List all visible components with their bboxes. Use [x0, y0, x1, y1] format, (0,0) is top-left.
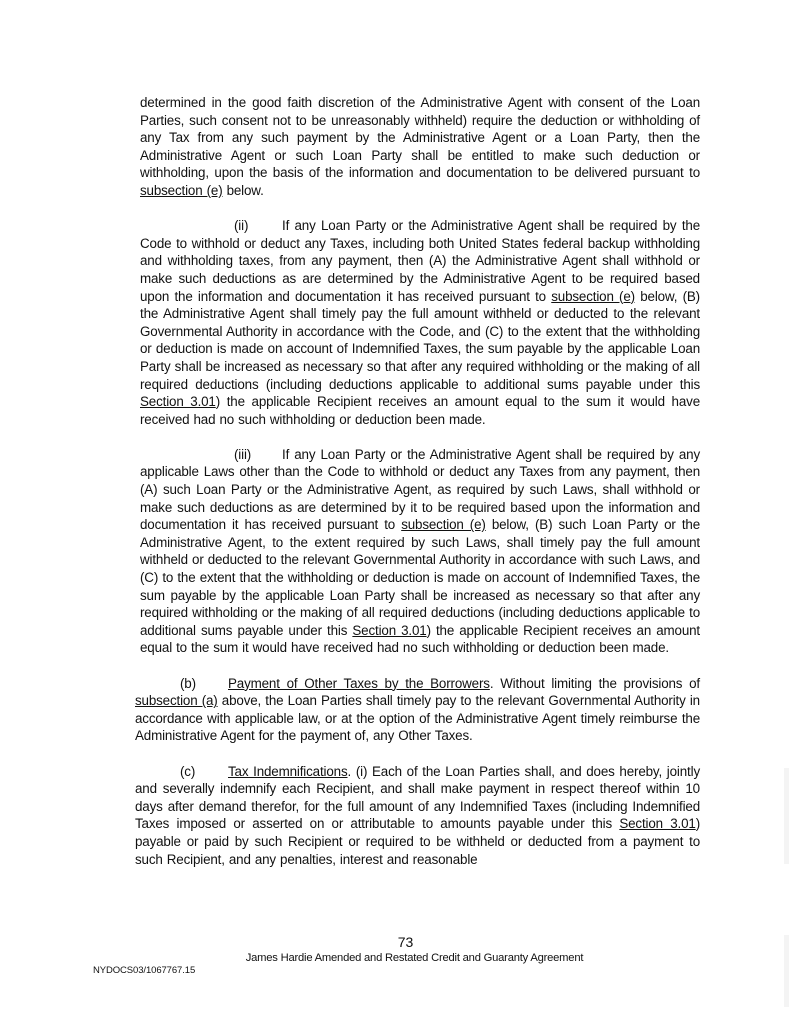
clause-label: (iii) [234, 446, 252, 462]
section-heading: Payment of Other Taxes by the Borrowers [228, 675, 490, 691]
clause-label: (ii) [234, 218, 249, 234]
paragraph-c [135, 763, 700, 869]
cross-reference-link[interactable]: Section 3.01 [352, 622, 427, 638]
paragraph-text: If any Loan Party or the Administrative Agent shall be required by the Code to withhold or deduct any Taxes, including both United States federal backup withholding and withholding taxes, from any payment, then (A) the Administrative Agent shall withhold or make such deductions as are determined by the Administrative Agent to be required based upon the information and documentation it has received pursuant to [140, 218, 700, 304]
paragraph-b [135, 675, 700, 745]
paragraph-text: determined in the good faith discretion of the Administrative Agent with consent of the Loan Parties, such consent not to be unreasonably withheld) require the deduction or withholding of any Tax from any such payment by the Administrative Agent or a Loan Party, then the Administrative Agent or such Loan Party shall be entitled to make such deduction or withholding, upon the basis of the information and documentation to be delivered pursuant to [140, 95, 700, 181]
paragraph-text: above, the Loan Parties shall timely pay to the relevant Governmental Authority in accordance with applicable law, or at the option of the Administrative Agent timely reimburse the Administrative Agent for the payment of, any Other Taxes. [135, 693, 700, 744]
scan-artifact [784, 935, 789, 1007]
cross-reference-link[interactable]: subsection (e) [140, 182, 223, 198]
cross-reference-link[interactable]: subsection (a) [135, 693, 218, 709]
cross-reference-link[interactable]: subsection (e) [401, 517, 486, 533]
paragraph-text: below. [222, 182, 264, 198]
clause-label: (b) [180, 675, 196, 691]
page-number-text: 73 [397, 934, 414, 950]
paragraph-iii [140, 446, 700, 657]
paragraph-text: below, (B) such Loan Party or the Administrative Agent, to the extent required by such Laws, shall timely pay the full amount withheld or deducted to the relevant Governmental Authority in accordance with such Laws, and (C) to the extent that the withholding or deduction is made on account of Indemnified Taxes, the sum payable by the applicable Loan Party shall be increased as necessary so that after any required withholding or the making of all required deductions (including deductions applicable to additional sums payable under this [140, 517, 700, 638]
scan-artifact [784, 768, 789, 864]
cross-reference-link[interactable]: Section 3.01 [619, 816, 696, 832]
section-heading: Tax Indemnifications [228, 763, 348, 779]
paragraph-text: . (i) Each of the Loan Parties shall, and does hereby, jointly and severally indemnify each Recipient, and shall make payment in respect thereof within 10 days after demand therefor, for the full amount of any Indemnified Taxes (including Indemnified Taxes imposed or asserted on or attributable to amounts payable under this [135, 763, 700, 832]
paragraph-ii [140, 217, 700, 428]
clause-label: (c) [180, 763, 196, 779]
page-number [0, 934, 791, 950]
document-id: NYDOCS03/1067767.15 [93, 965, 196, 976]
paragraph-text: ) payable or paid by such Recipient or required to be withheld or deducted from a payment to such Recipient, and any penalties, interest and reasonable [135, 816, 700, 867]
footer-title-text: James Hardie Amended and Restated Credit and Guaranty Agreement [245, 952, 584, 964]
paragraph-text: If any Loan Party or the Administrative Agent shall be required by any applicable Laws other than the Code to withhold or deduct any Taxes from any payment, then (A) such Loan Party or the Administrative Agent, as required by such Laws, shall withhold or make such deductions as are determined by it to be required based upon the information and documentation it has received pursuant to [140, 446, 700, 533]
footer-title [0, 952, 791, 964]
paragraph-text: ) the applicable Recipient receives an amount equal to the sum it would have received had no such withholding or deduction been made. [140, 622, 700, 656]
document-body [135, 94, 700, 886]
paragraph-text: . Without limiting the provisions of [489, 675, 700, 691]
paragraph-continuation [140, 94, 700, 200]
paragraph-text: ) the applicable Recipient receives an amount equal to the sum it would have received had no such withholding or deduction been made. [140, 394, 700, 427]
paragraph-text: below, (B) the Administrative Agent shall timely pay the full amount withheld or deducted to the relevant Governmental Authority in accordance with the Code, and (C) to the extent that the withholding or deduction is made on account of Indemnified Taxes, the sum payable by the applicable Loan Party shall be increased as necessary so that after any required withholding or the making of all required deductions (including deductions applicable to additional sums payable under this [140, 288, 700, 392]
cross-reference-link[interactable]: Section 3.01 [140, 394, 216, 410]
cross-reference-link[interactable]: subsection (e) [551, 288, 635, 304]
